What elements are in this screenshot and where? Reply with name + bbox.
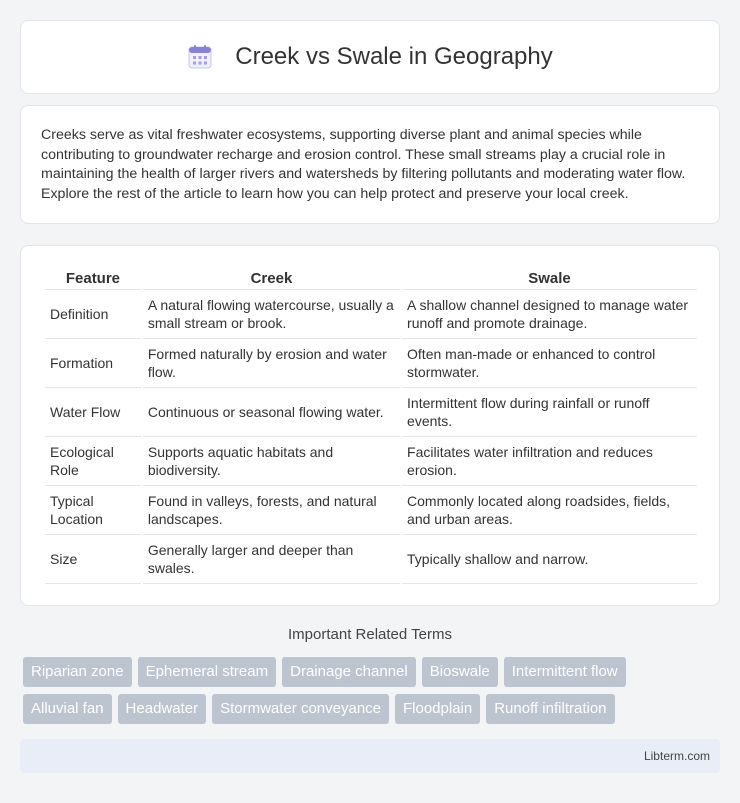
creek-cell: Formed naturally by erosion and water flow. — [143, 339, 400, 388]
comparison-card — [20, 245, 720, 606]
tag-headwater[interactable]: Headwater — [118, 694, 207, 724]
header-swale: Swale — [402, 266, 697, 290]
feature-cell: Formation — [45, 339, 141, 388]
feature-cell: Ecological Role — [45, 437, 141, 486]
tag-bioswale[interactable]: Bioswale — [422, 657, 498, 687]
table-row — [45, 290, 697, 339]
swale-cell: A shallow channel designed to manage water runoff and promote drainage. — [402, 290, 697, 339]
swale-cell: Facilitates water infiltration and reduces erosion. — [402, 437, 697, 486]
creek-cell: A natural flowing watercourse, usually a small stream or brook. — [143, 290, 400, 339]
table-row — [45, 437, 697, 486]
intro-card — [20, 105, 720, 224]
creek-cell: Found in valleys, forests, and natural landscapes. — [143, 486, 400, 535]
tag-runoff-infiltration[interactable]: Runoff infiltration — [486, 694, 614, 724]
tag-drainage-channel[interactable]: Drainage channel — [282, 657, 416, 687]
table-row — [45, 388, 697, 437]
comparison-table — [43, 266, 699, 584]
header-feature: Feature — [45, 266, 141, 290]
tag-riparian-zone[interactable]: Riparian zone — [23, 657, 132, 687]
creek-cell: Generally larger and deeper than swales. — [143, 535, 400, 584]
table-header-row — [45, 266, 697, 290]
tag-stormwater-conveyance[interactable]: Stormwater conveyance — [212, 694, 389, 724]
tag-row — [23, 657, 723, 687]
table-row — [45, 486, 697, 535]
tag-ephemeral-stream[interactable]: Ephemeral stream — [138, 657, 277, 687]
table-row — [45, 535, 697, 584]
creek-cell: Continuous or seasonal flowing water. — [143, 388, 400, 437]
footer — [20, 739, 720, 773]
feature-cell: Water Flow — [45, 388, 141, 437]
creek-cell: Supports aquatic habitats and biodiversity. — [143, 437, 400, 486]
intro-paragraph: Creeks serve as vital freshwater ecosystems, supporting diverse plant and animal species while contributing to groundwater recharge and erosion control. These small streams play a crucial role in maintaining the health of larger rivers and watersheds by filtering pollutants and moderating water flow. Explore the rest of the article to learn how you can help protect and preserve your local creek. — [41, 127, 686, 202]
swale-cell: Intermittent flow during rainfall or runoff events. — [402, 388, 697, 437]
tag-intermittent-flow[interactable]: Intermittent flow — [504, 657, 626, 687]
tag-row — [23, 694, 723, 724]
tag-alluvial-fan[interactable]: Alluvial fan — [23, 694, 112, 724]
header-card — [20, 20, 720, 94]
page-title: Creek vs Swale in Geography — [235, 43, 553, 70]
swale-cell: Typically shallow and narrow. — [402, 535, 697, 584]
related-terms-title: Important Related Terms — [288, 626, 452, 643]
header-creek: Creek — [143, 266, 400, 290]
table-row — [45, 339, 697, 388]
related-terms-list — [23, 657, 723, 731]
footer-brand-link[interactable]: Libterm.com — [643, 749, 710, 763]
tag-floodplain[interactable]: Floodplain — [395, 694, 480, 724]
feature-cell: Size — [45, 535, 141, 584]
swale-cell: Often man-made or enhanced to control stormwater. — [402, 339, 697, 388]
feature-cell: Typical Location — [45, 486, 141, 535]
swale-cell: Commonly located along roadsides, fields, and urban areas. — [402, 486, 697, 535]
feature-cell: Definition — [45, 290, 141, 339]
calendar-icon — [187, 44, 213, 70]
